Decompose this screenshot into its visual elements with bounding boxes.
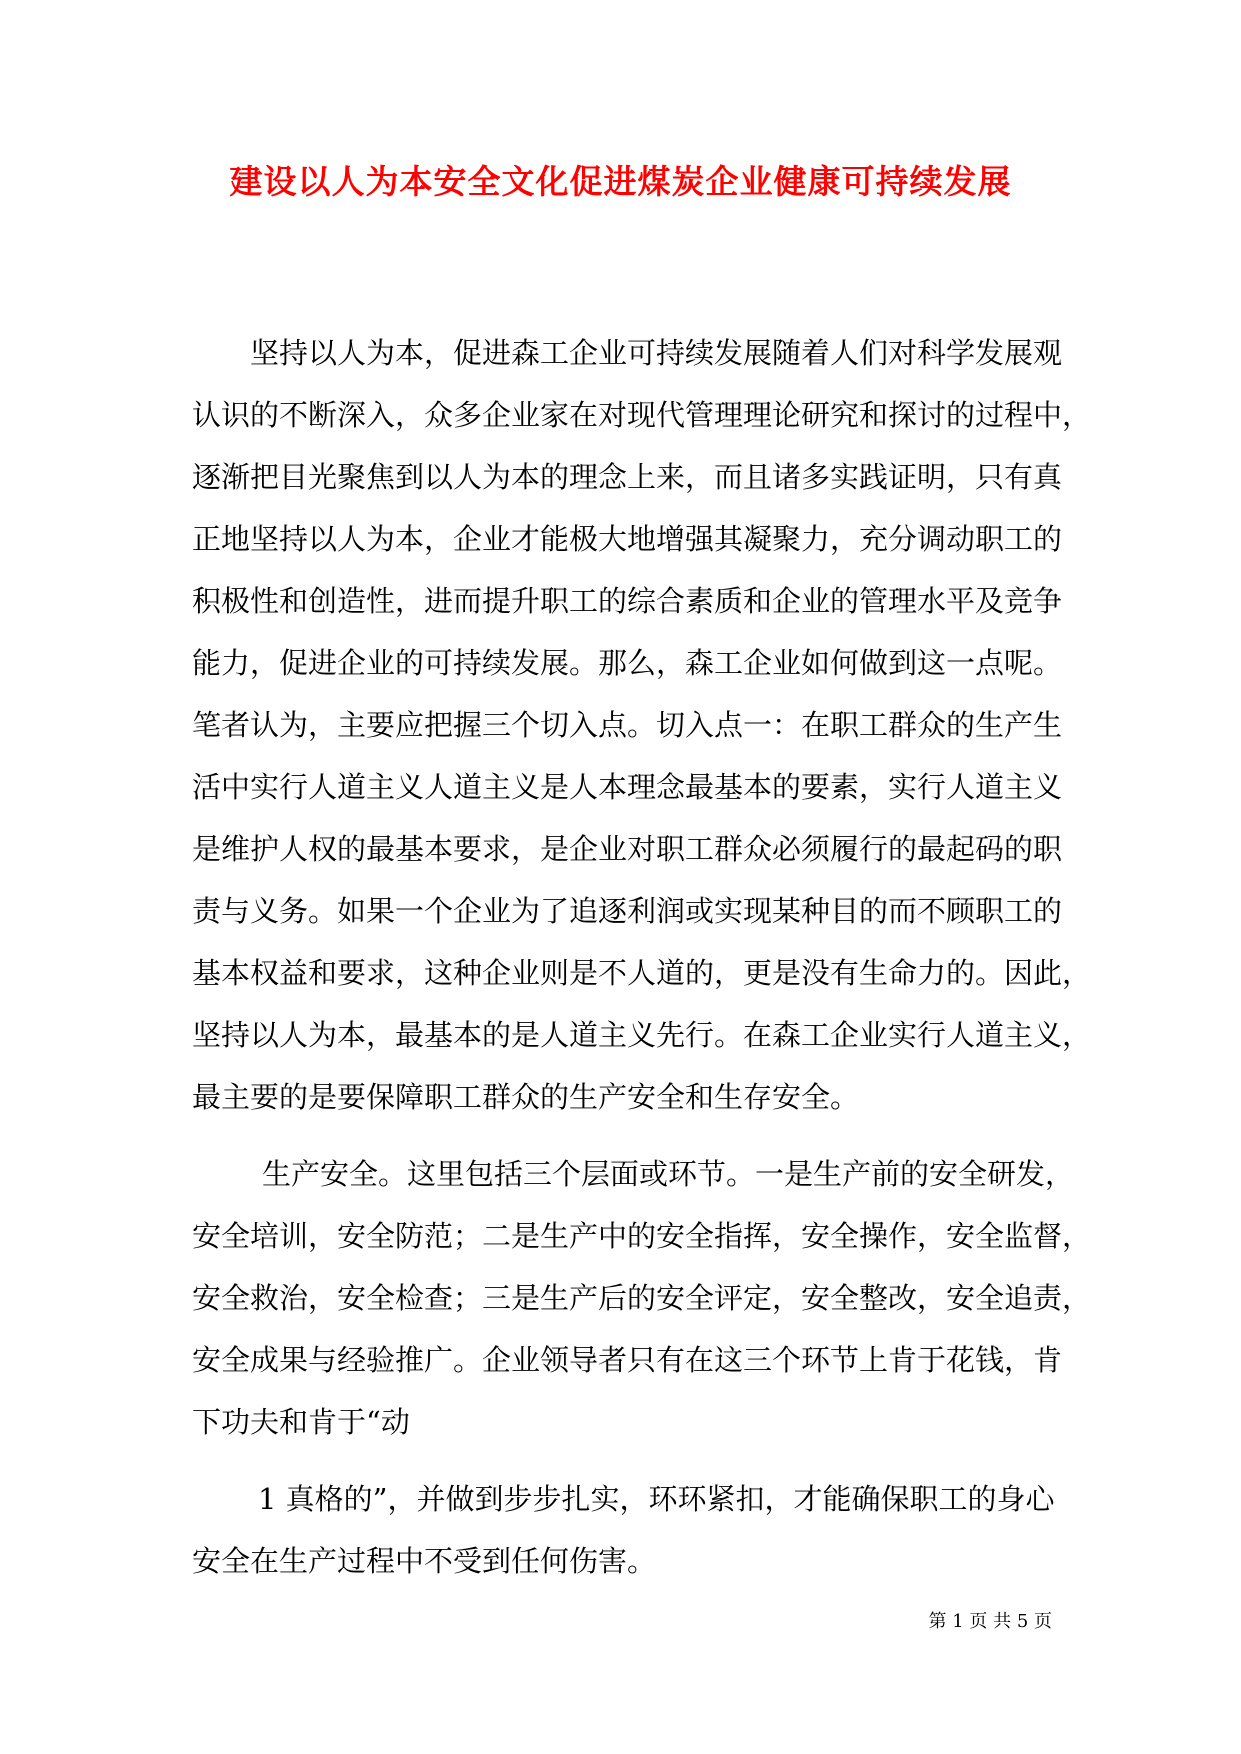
text-line: 安全成果与经验推广。企业领导者只有在这三个环节上肯于花钱，肯 [192,1343,1063,1377]
document-title: 建设以人为本安全文化促进煤炭企业健康可持续发展 [229,162,1012,201]
paragraph-gap [192,1453,1052,1468]
text-line: 生产安全。这里包括三个层面或环节。一是生产前的安全研发， [262,1157,1075,1191]
text-line: 积极性和创造性，进而提升职工的综合素质和企业的管理水平及竞争 [192,584,1063,618]
paragraph-1 [192,322,1092,1128]
text-line: 责与义务。如果一个企业为了追逐利润或实现某种目的而不顾职工的 [192,894,1063,928]
text-line: 能力，促进企业的可持续发展。那么，森工企业如何做到这一点呢。 [192,646,1063,680]
page-number-footer: 第 1 页 共 5 页 [928,1611,1052,1632]
text-line: 安全在生产过程中不受到任何伤害。 [192,1544,657,1578]
text-line: 是维护人权的最基本要求，是企业对职工群众必须履行的最起码的职 [192,832,1063,866]
text-line: 逐渐把目光聚焦到以人为本的理念上来，而且诸多实践证明，只有真 [192,460,1063,494]
document-body [192,322,1092,1592]
text-line: 坚持以人为本，促进森工企业可持续发展随着人们对科学发展观 [250,336,1063,370]
paragraph-3 [192,1468,1055,1592]
text-line: 笔者认为，主要应把握三个切入点。切入点一：在职工群众的生产生 [192,708,1063,742]
text-line: 1 真格的”，并做到步步扎实，环环紧扣，才能确保职工的身心 [258,1482,1055,1516]
text-line: 下功夫和肯于“动 [192,1405,410,1439]
text-line: 坚持以人为本，最基本的是人道主义先行。在森工企业实行人道主义， [192,1018,1092,1052]
text-line: 安全救治，安全检查；三是生产后的安全评定，安全整改，安全追责， [192,1281,1092,1315]
text-line: 最主要的是要保障职工群众的生产安全和生存安全。 [192,1080,860,1114]
text-line: 正地坚持以人为本，企业才能极大地增强其凝聚力，充分调动职工的 [192,522,1063,556]
text-line: 安全培训，安全防范；二是生产中的安全指挥，安全操作，安全监督， [192,1219,1092,1253]
paragraph-gap [192,1128,1052,1143]
text-line: 活中实行人道主义人道主义是人本理念最基本的要素，实行人道主义 [192,770,1063,804]
text-line: 基本权益和要求，这种企业则是不人道的，更是没有生命力的。因此， [192,956,1092,990]
paragraph-2 [192,1143,1092,1453]
text-line: 认识的不断深入，众多企业家在对现代管理理论研究和探讨的过程中， [192,398,1092,432]
